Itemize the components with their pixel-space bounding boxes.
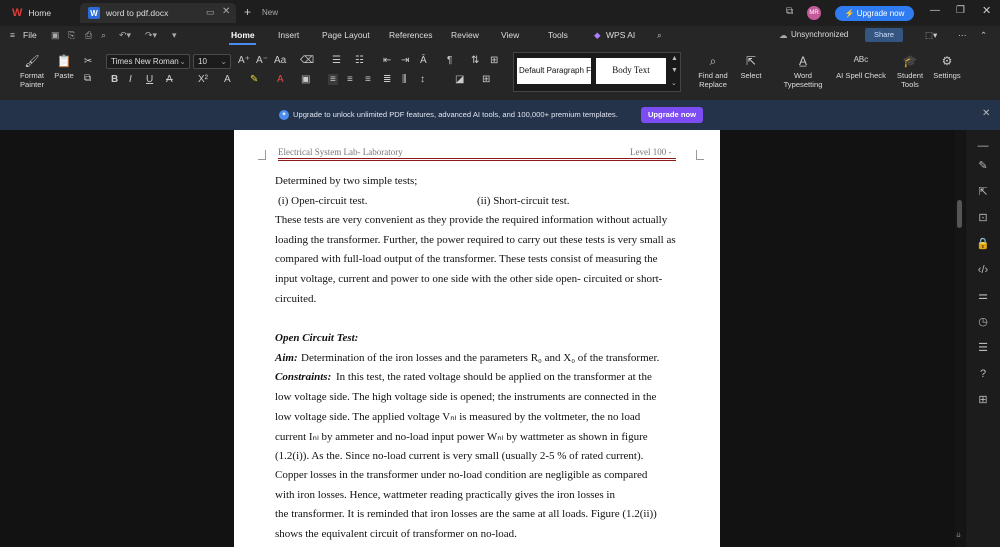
borders-icon[interactable]: ⊞ bbox=[482, 74, 491, 85]
font-color-icon[interactable]: A bbox=[277, 74, 284, 85]
doc-line: loading the transformer. Further, the power required to carry out these tests is very small as bbox=[275, 234, 676, 246]
doc-line: (i) Open-circuit test. bbox=[278, 195, 368, 207]
italic-icon[interactable]: I bbox=[129, 74, 132, 85]
header-right: Level 100 - bbox=[630, 147, 672, 157]
close-banner-icon[interactable]: ✕ bbox=[982, 108, 991, 119]
tab-review[interactable]: Review bbox=[451, 30, 479, 40]
tab-document-label: word to pdf.docx bbox=[106, 8, 169, 18]
upgrade-now-button[interactable] bbox=[835, 6, 914, 21]
undo-icon[interactable]: ↶▾ bbox=[119, 30, 132, 40]
align-center-icon[interactable]: ≡ bbox=[347, 74, 353, 85]
ai-spell-check-button[interactable] bbox=[832, 54, 890, 80]
tab-insert[interactable]: Insert bbox=[278, 30, 300, 40]
new-tab-label[interactable]: New bbox=[262, 8, 279, 17]
tab-home[interactable] bbox=[4, 3, 76, 23]
chinese-layout-icon[interactable]: Ā bbox=[420, 55, 427, 66]
monitor-icon[interactable]: ▭ bbox=[206, 7, 215, 17]
new-tab-icon[interactable]: + bbox=[244, 5, 252, 19]
select-label: Select bbox=[740, 71, 762, 80]
typesetting-icon: A̲ bbox=[798, 54, 807, 68]
shading-icon[interactable]: ◪ bbox=[455, 74, 465, 85]
change-case-icon[interactable]: Aa bbox=[274, 55, 287, 66]
table-tools-icon[interactable]: ⊞ bbox=[490, 55, 499, 66]
clear-format-icon[interactable]: ⌫ bbox=[300, 55, 315, 66]
highlight-icon[interactable]: ✎ bbox=[250, 74, 259, 85]
find-replace-label: Find and Replace bbox=[698, 71, 728, 89]
share-button[interactable]: Share bbox=[865, 28, 903, 42]
more-icon[interactable]: ▾ bbox=[172, 30, 177, 40]
doc-line: low voltage side. The high voltage side is opened; the instruments are connected in the bbox=[275, 391, 657, 403]
restore-icon[interactable]: ❐ bbox=[956, 5, 965, 16]
upgrade-now-label: Upgrade now bbox=[856, 9, 905, 18]
banner-upgrade-button[interactable]: Upgrade now bbox=[641, 107, 703, 123]
menu-file[interactable]: File bbox=[23, 30, 37, 40]
ai-spell-check-label: AI Spell Check bbox=[836, 71, 886, 80]
line-spacing-icon[interactable]: ↕ bbox=[420, 74, 425, 85]
font-name-select[interactable] bbox=[106, 54, 190, 69]
code-icon[interactable]: ‹/› bbox=[977, 264, 989, 276]
doc-line: (1.2(i)). As the. Since no-load current is very small (usually 2-5 % of rated current). bbox=[275, 450, 644, 462]
margin-corner bbox=[258, 150, 266, 160]
active-tab-indicator bbox=[229, 43, 256, 45]
font-size-value: 10 bbox=[198, 57, 207, 66]
page-down-icon[interactable]: ⇊ bbox=[956, 533, 962, 539]
avatar[interactable]: MR bbox=[807, 6, 821, 20]
chevron-down-icon: ⌄ bbox=[220, 57, 227, 66]
font-name-value: Times New Roman bbox=[111, 57, 179, 66]
shrink-font-icon[interactable]: A⁻ bbox=[256, 55, 268, 66]
paste-label: Paste bbox=[54, 71, 74, 80]
increase-indent-icon[interactable]: ⇥ bbox=[401, 55, 410, 66]
tab-page-layout[interactable]: Page Layout bbox=[322, 30, 370, 40]
find-replace-button[interactable] bbox=[693, 54, 733, 89]
paste-button[interactable] bbox=[50, 54, 78, 80]
graduation-cap-icon: 🎓 bbox=[902, 54, 918, 68]
tablet-mode-icon[interactable]: ⧉ bbox=[786, 6, 794, 17]
scroll-thumb[interactable] bbox=[957, 200, 962, 228]
more-options-icon[interactable]: ⋯ bbox=[958, 30, 967, 40]
doc-line: input voltage, current and power to one side with the other side open- circuited or short- bbox=[275, 273, 663, 285]
ribbon-toolbar bbox=[0, 46, 1000, 100]
cut-icon[interactable]: ✂ bbox=[84, 56, 93, 67]
doc-line: These tests are very convenient as they provide the required information without actually bbox=[275, 214, 668, 226]
paintbrush-icon: 🖌 bbox=[24, 54, 40, 68]
upgrade-banner bbox=[0, 100, 1000, 130]
styles-gallery bbox=[513, 52, 681, 92]
print-icon[interactable]: ⎙ bbox=[85, 30, 93, 40]
document-page[interactable] bbox=[234, 130, 720, 547]
tab-references[interactable]: References bbox=[389, 30, 433, 40]
spell-check-icon: ᴬᴮᶜ bbox=[853, 54, 869, 68]
style-body-text[interactable]: Body Text bbox=[596, 58, 666, 84]
text-effect-icon[interactable]: A bbox=[224, 74, 231, 85]
copy-icon[interactable]: ⧉ bbox=[84, 73, 92, 84]
minimize-icon[interactable]: — bbox=[930, 5, 940, 16]
style-default-paragraph[interactable]: Default Paragraph F bbox=[517, 58, 591, 84]
scroll-up-icon[interactable]: ▲ bbox=[671, 55, 678, 62]
grow-font-icon[interactable]: A⁺ bbox=[238, 55, 250, 66]
sort-icon[interactable]: ⇅ bbox=[471, 55, 480, 66]
cursor-icon: ⇱ bbox=[745, 54, 757, 68]
doc-line: with iron losses. Hence, wattmeter reading practically gives the iron losses in bbox=[275, 489, 615, 501]
superscript-icon[interactable]: X² bbox=[198, 74, 208, 85]
tab-home-menu[interactable]: Home bbox=[231, 30, 255, 40]
bullets-icon[interactable]: ☰ bbox=[332, 55, 341, 66]
expand-styles-icon[interactable]: ⌄ bbox=[671, 80, 677, 87]
cloud-icon: ☁ bbox=[779, 30, 788, 40]
doc-line: circuited. bbox=[275, 293, 317, 305]
doc-line: shows the equivalent circuit of transformer on no-load. bbox=[275, 528, 517, 540]
margin-corner bbox=[696, 150, 704, 160]
decrease-indent-icon[interactable]: ⇤ bbox=[383, 55, 392, 66]
close-tab-icon[interactable]: ✕ bbox=[222, 6, 231, 17]
vertical-scrollbar[interactable] bbox=[955, 130, 965, 547]
wps-ai-icon: ◆ bbox=[594, 30, 601, 40]
right-sidebar bbox=[966, 130, 1000, 547]
student-tools-label: Student Tools bbox=[896, 71, 924, 89]
layout-icon[interactable]: ⬚▾ bbox=[925, 30, 938, 40]
doc-line: Determined by two simple tests; bbox=[275, 175, 418, 187]
banner-text: Upgrade to unlock unlimited PDF features, advanced AI tools, and 100,000+ premium templates. bbox=[293, 110, 618, 119]
strikethrough-icon[interactable]: A bbox=[166, 74, 173, 85]
magnifier-icon: ⌕ bbox=[709, 54, 717, 68]
document-assistant-icon[interactable]: ⊡ bbox=[978, 212, 988, 224]
export-pdf-icon[interactable]: ⎘ bbox=[68, 30, 76, 40]
hamburger-icon[interactable]: ≡ bbox=[10, 30, 15, 40]
settings-button[interactable] bbox=[928, 54, 966, 80]
bold-icon[interactable]: B bbox=[111, 74, 119, 85]
justify-icon[interactable]: ≣ bbox=[383, 74, 392, 85]
apps-grid-icon[interactable]: ⊞ bbox=[978, 394, 988, 406]
tab-home-label: Home bbox=[28, 8, 52, 18]
history-icon[interactable]: ◷ bbox=[978, 316, 988, 328]
character-border-icon[interactable]: ▣ bbox=[301, 74, 311, 85]
wps-logo-icon: W bbox=[12, 7, 23, 19]
save-icon[interactable]: ▣ bbox=[51, 30, 60, 40]
close-window-icon[interactable]: ✕ bbox=[982, 5, 992, 17]
distributed-icon[interactable]: ⫼ bbox=[402, 74, 407, 85]
menu-bar bbox=[0, 26, 1000, 46]
tab-tools[interactable]: Tools bbox=[548, 30, 568, 40]
font-size-select[interactable] bbox=[193, 54, 231, 69]
doc-line: compared with full-load output of the transformer. These tests consist of measuring the bbox=[275, 253, 658, 265]
collapse-icon[interactable]: — bbox=[977, 140, 989, 152]
doc-line: low voltage side. The applied voltage Vₙₗ is measured by the voltmeter, the no load bbox=[275, 411, 641, 423]
pen-icon[interactable]: ✎ bbox=[978, 160, 988, 172]
adjust-icon[interactable]: ⚌ bbox=[978, 290, 988, 302]
redo-icon[interactable]: ↷▾ bbox=[145, 30, 158, 40]
constraints-label: Constraints: bbox=[275, 371, 332, 383]
align-left-icon[interactable]: ≡ bbox=[330, 74, 336, 85]
settings-label: Settings bbox=[933, 71, 961, 80]
help-icon[interactable]: ? bbox=[979, 368, 987, 380]
numbering-icon[interactable]: ☷ bbox=[355, 55, 364, 66]
select-cursor-icon[interactable]: ⇱ bbox=[978, 186, 988, 198]
header-left: Electrical System Lab- Laboratory bbox=[278, 147, 403, 157]
format-painter-button[interactable] bbox=[14, 54, 50, 89]
underline-icon[interactable]: U bbox=[146, 74, 154, 85]
list-icon[interactable]: ☰ bbox=[978, 342, 988, 354]
section-heading: Open Circuit Test: bbox=[275, 332, 359, 344]
aim-label: Aim: bbox=[275, 352, 298, 364]
search-icon[interactable]: ⌕ bbox=[657, 30, 662, 40]
settings-icon: ⚙ bbox=[941, 54, 953, 68]
doc-line: Copper losses in the transformer under no-load condition are negligible as compared bbox=[275, 469, 648, 481]
tab-wps-ai[interactable]: WPS AI bbox=[606, 30, 636, 40]
tab-document[interactable] bbox=[80, 3, 236, 23]
title-bar bbox=[0, 0, 1000, 26]
word-doc-icon: W bbox=[88, 7, 100, 19]
print-preview-icon[interactable]: ⌕ bbox=[101, 30, 107, 40]
header-rule bbox=[278, 158, 676, 161]
select-button[interactable] bbox=[734, 54, 768, 80]
lightning-icon: ⚡ bbox=[844, 9, 855, 18]
clipboard-icon: 📋 bbox=[56, 54, 72, 68]
student-tools-button[interactable] bbox=[893, 54, 927, 89]
doc-line: Determination of the iron losses and the parameters R₀ and X₀ of the transformer. bbox=[301, 352, 660, 364]
format-painter-label: Format Painter bbox=[19, 71, 45, 89]
scroll-down-icon[interactable]: ▼ bbox=[671, 67, 678, 74]
doc-line: the transformer. It is reminded that iron losses are the same at all loads. Figure (1.2(ii)) bbox=[275, 508, 657, 520]
tab-view[interactable]: View bbox=[501, 30, 520, 40]
paragraph-mark-icon[interactable]: ¶ bbox=[447, 55, 453, 66]
info-icon: ✦ bbox=[279, 110, 289, 120]
doc-line: In this test, the rated voltage should be applied on the transformer at the bbox=[336, 371, 652, 383]
align-right-icon[interactable]: ≡ bbox=[365, 74, 371, 85]
chevron-down-icon: ⌄ bbox=[179, 57, 186, 66]
word-typesetting-label: Word Typesetting bbox=[783, 71, 823, 89]
doc-line: current Iₙₗ by ammeter and no-load input power Wₙₗ by wattmeter as shown in figure bbox=[275, 431, 648, 443]
sync-status[interactable]: Unsynchronized bbox=[791, 30, 849, 39]
lock-icon[interactable]: 🔒 bbox=[976, 238, 990, 250]
doc-line: (ii) Short-circuit test. bbox=[477, 195, 570, 207]
word-typesetting-button[interactable] bbox=[778, 54, 828, 89]
collapse-ribbon-icon[interactable]: ⌃ bbox=[980, 30, 988, 40]
